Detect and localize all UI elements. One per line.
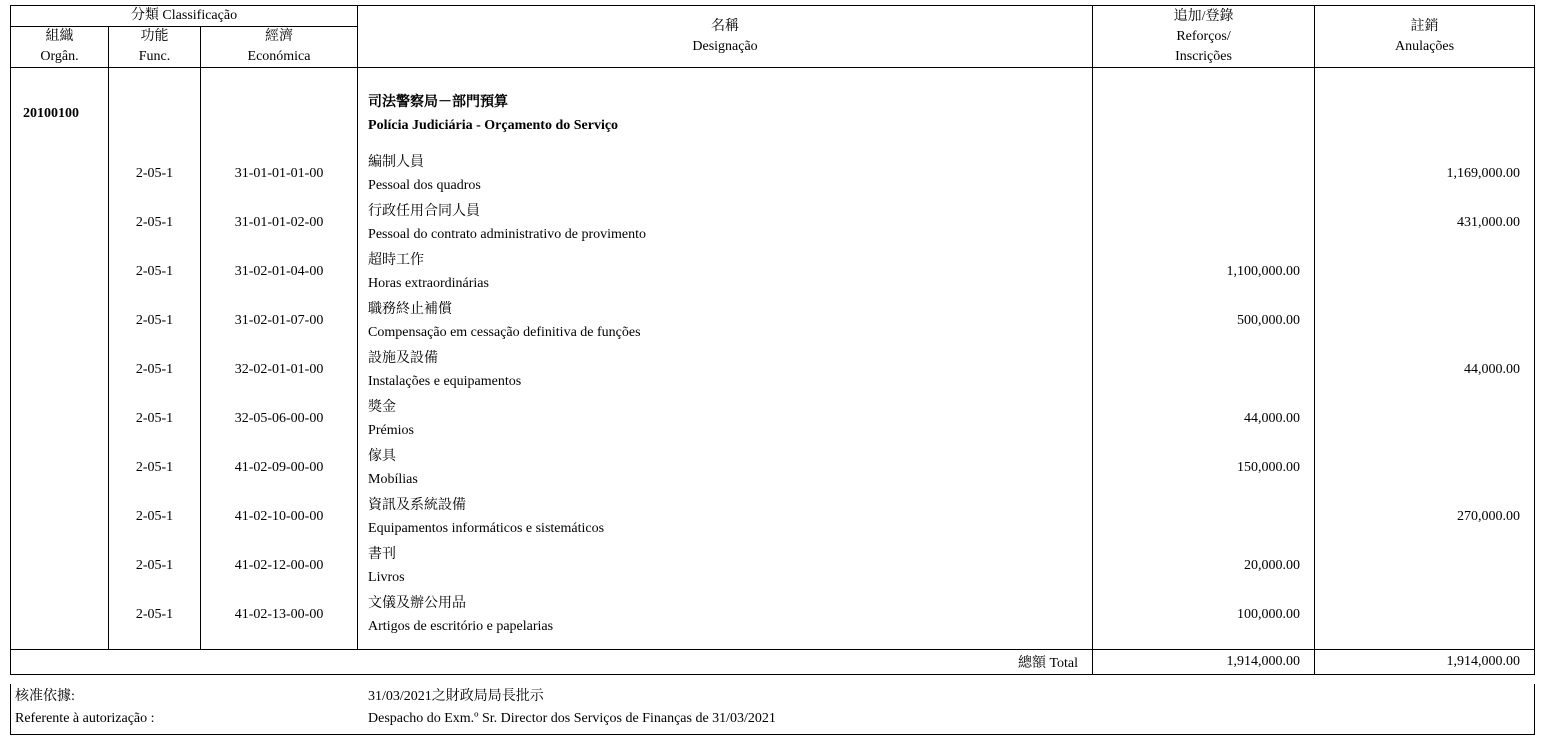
total-annul: 1,914,000.00 (1315, 650, 1535, 675)
annulment-value: 270,000.00 (1315, 493, 1535, 542)
designation-cell (358, 444, 1093, 493)
designation-pt: Pessoal dos quadros (368, 178, 481, 193)
reinforcements-header (1093, 6, 1315, 68)
annulment-value (1315, 591, 1535, 640)
designation-cell (358, 248, 1093, 297)
designation-zh: 傢具 (368, 449, 397, 464)
budget-row (11, 248, 1535, 297)
designation-zh: 行政任用合同人員 (368, 204, 481, 219)
designation-header (358, 6, 1093, 68)
annulments-zh: 註銷 (1410, 18, 1439, 34)
organic-cell (11, 395, 109, 444)
designation-pt: Livros (368, 570, 405, 585)
reinforcement-value: 150,000.00 (1093, 444, 1315, 493)
functional-code: 2-05-1 (109, 346, 201, 395)
organic-cell (11, 248, 109, 297)
economic-code: 31-01-01-01-00 (201, 150, 358, 199)
functional-code: 2-05-1 (109, 444, 201, 493)
budget-row (11, 199, 1535, 248)
functional-code: 2-05-1 (109, 297, 201, 346)
designation-cell (358, 542, 1093, 591)
organic-zh: 組織 (45, 29, 74, 44)
organic-cell (11, 199, 109, 248)
budget-row (11, 493, 1535, 542)
reinforcement-value: 20,000.00 (1093, 542, 1315, 591)
annulment-value (1315, 542, 1535, 591)
economic-zh: 經濟 (265, 29, 294, 44)
economic-code: 31-02-01-04-00 (201, 248, 358, 297)
designation-zh: 職務終止補償 (368, 302, 453, 317)
authorization-footer (10, 684, 1535, 735)
designation-pt: Equipamentos informáticos e sistemáticos (368, 521, 605, 536)
economic-code: 41-02-09-00-00 (201, 444, 358, 493)
authorization-text-pt: Despacho do Exm.º Sr. Director dos Serviços de Finanças de 31/03/2021 (368, 711, 776, 726)
economic-code: 32-02-01-01-00 (201, 346, 358, 395)
designation-pt: Prémios (368, 423, 414, 438)
organ-name-pt: Polícia Judiciária - Orçamento do Serviço (368, 117, 619, 133)
reinforcement-value (1093, 346, 1315, 395)
functional-code: 2-05-1 (109, 493, 201, 542)
annulment-value (1315, 395, 1535, 444)
designation-pt: Mobílias (368, 472, 418, 487)
designation-pt: Designação (692, 38, 758, 54)
economic-code: 32-05-06-00-00 (201, 395, 358, 444)
reinforcement-value (1093, 199, 1315, 248)
designation-pt: Pessoal do contrato administrativo de provimento (368, 227, 647, 242)
budget-row (11, 444, 1535, 493)
budget-row (11, 150, 1535, 199)
budget-row (11, 395, 1535, 444)
total-row (11, 650, 1535, 675)
economic-code: 31-01-01-02-00 (201, 199, 358, 248)
budget-document (10, 5, 1534, 675)
organic-cell (11, 150, 109, 199)
designation-zh: 編制人員 (368, 155, 425, 170)
organic-pt: Orgân. (40, 49, 79, 64)
functional-code: 2-05-1 (109, 199, 201, 248)
designation-cell (358, 591, 1093, 640)
classification-header: 分類 Classificação (11, 6, 358, 27)
budget-table (10, 5, 1535, 675)
organ-name-zh: 司法警察局－部門預算 (368, 94, 509, 110)
annulment-value (1315, 444, 1535, 493)
total-label: 總額 Total (11, 650, 1093, 675)
organic-cell (11, 444, 109, 493)
designation-pt: Compensação em cessação definitiva de funções (368, 325, 641, 340)
designation-pt: Instalações e equipamentos (368, 374, 522, 389)
reinforcement-value (1093, 150, 1315, 199)
functional-code: 2-05-1 (109, 591, 201, 640)
designation-cell (358, 199, 1093, 248)
organic-cell (11, 297, 109, 346)
budget-row (11, 542, 1535, 591)
designation-cell (358, 395, 1093, 444)
reinforcements-pt1: Reforços/ (1176, 28, 1231, 44)
authorization-label-pt: Referente à autorização : (15, 711, 155, 726)
designation-cell (358, 150, 1093, 199)
organic-cell (11, 591, 109, 640)
reinforcement-value: 44,000.00 (1093, 395, 1315, 444)
economic-code: 41-02-10-00-00 (201, 493, 358, 542)
annulments-pt: Anulações (1394, 38, 1455, 54)
total-reinforce: 1,914,000.00 (1093, 650, 1315, 675)
organic-header (11, 27, 109, 68)
budget-rows (11, 150, 1535, 640)
designation-zh: 超時工作 (368, 253, 425, 268)
designation-cell (358, 346, 1093, 395)
economic-header (201, 27, 358, 68)
authorization-label (15, 686, 155, 730)
organic-cell (11, 346, 109, 395)
reinforcement-value: 1,100,000.00 (1093, 248, 1315, 297)
reinforcements-zh: 追加/登錄 (1173, 8, 1234, 24)
functional-code: 2-05-1 (109, 395, 201, 444)
organic-cell (11, 493, 109, 542)
economic-code: 41-02-12-00-00 (201, 542, 358, 591)
organic-cell (11, 542, 109, 591)
annulments-header (1315, 6, 1535, 68)
designation-zh: 名稱 (711, 18, 740, 34)
authorization-text-zh: 31/03/2021之財政局局長批示 (368, 689, 544, 704)
designation-pt: Horas extraordinárias (368, 276, 489, 291)
reinforcement-value: 100,000.00 (1093, 591, 1315, 640)
economic-code: 41-02-13-00-00 (201, 591, 358, 640)
designation-cell (358, 493, 1093, 542)
functional-header (109, 27, 201, 68)
budget-row (11, 346, 1535, 395)
designation-pt: Artigos de escritório e papelarias (368, 619, 554, 634)
designation-zh: 書刊 (368, 547, 397, 562)
organ-code: 20100100 (11, 68, 109, 150)
annulment-value (1315, 297, 1535, 346)
designation-zh: 文儀及辦公用品 (368, 596, 467, 611)
economic-pt: Económica (247, 49, 311, 64)
authorization-label-zh: 核准依據: (15, 689, 75, 704)
reinforcement-value (1093, 493, 1315, 542)
functional-code: 2-05-1 (109, 150, 201, 199)
budget-row (11, 591, 1535, 640)
designation-zh: 資訊及系統設備 (368, 498, 467, 513)
functional-code: 2-05-1 (109, 248, 201, 297)
annulment-value (1315, 248, 1535, 297)
designation-zh: 獎金 (368, 400, 397, 415)
organ-row (11, 68, 1535, 150)
authorization-text (368, 686, 776, 730)
budget-row (11, 297, 1535, 346)
organ-name (358, 68, 1093, 150)
annulment-value: 431,000.00 (1315, 199, 1535, 248)
functional-code: 2-05-1 (109, 542, 201, 591)
designation-cell (358, 297, 1093, 346)
designation-zh: 設施及設備 (368, 351, 439, 366)
economic-code: 31-02-01-07-00 (201, 297, 358, 346)
functional-zh: 功能 (140, 29, 169, 44)
reinforcement-value: 500,000.00 (1093, 297, 1315, 346)
annulment-value: 1,169,000.00 (1315, 150, 1535, 199)
reinforcements-pt2: Inscrições (1175, 48, 1232, 64)
functional-pt: Func. (138, 49, 171, 64)
annulment-value: 44,000.00 (1315, 346, 1535, 395)
